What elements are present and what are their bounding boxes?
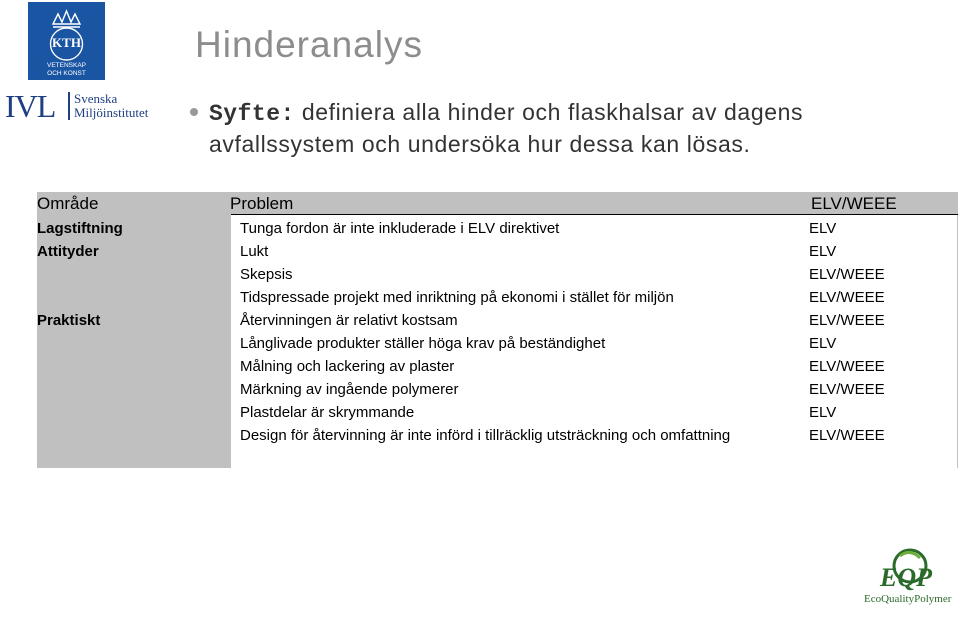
cell-area: Attityder <box>37 243 99 260</box>
cell-category: ELV <box>809 404 837 421</box>
table-row <box>37 424 958 447</box>
table-row <box>37 401 958 424</box>
cell-category: ELV/WEEE <box>809 289 885 306</box>
ivl-line1: Svenska <box>74 91 118 106</box>
table-row <box>37 355 958 378</box>
cell-category: ELV/WEEE <box>809 427 885 444</box>
bullet-text <box>209 97 940 159</box>
cell-problem: Design för återvinning är inte införd i tillräcklig utsträckning och omfattning <box>240 427 731 444</box>
cell-problem: Tidspressade projekt med inriktning på ekonomi i stället för miljön <box>240 289 674 306</box>
eqp-mark-icon <box>860 546 956 594</box>
purpose-bullet <box>190 97 940 159</box>
table-row <box>37 332 958 355</box>
ivl-logo <box>5 88 155 124</box>
cell-category: ELV <box>809 220 837 237</box>
ivl-line2: Miljöinstitutet <box>74 105 149 120</box>
bullet-body: definiera alla hinder och flaskhalsar av dagens avfallssystem och undersöka hur dessa kan lösas. <box>209 99 804 157</box>
eqp-logo <box>860 546 956 610</box>
cell-category: ELV/WEEE <box>809 358 885 375</box>
ivl-letters: IVL <box>5 88 56 124</box>
table-header <box>37 192 958 214</box>
cell-problem: Återvinningen är relativt kostsam <box>240 312 458 329</box>
ivl-divider <box>68 92 70 120</box>
cell-problem: Plastdelar är skrymmande <box>240 404 415 421</box>
cell-area: Praktiskt <box>37 312 101 329</box>
table-row <box>37 309 958 332</box>
table-row <box>37 240 958 263</box>
kth-line3: OCH KONST <box>47 70 86 77</box>
header-area: Område <box>37 194 99 213</box>
cell-category: ELV/WEEE <box>809 381 885 398</box>
kth-line2: VETENSKAP <box>46 62 87 69</box>
cell-problem: Långlivade produkter ställer höga krav på beständighet <box>240 335 606 352</box>
eqp-name: EcoQualityPolymer <box>864 593 952 605</box>
cell-category: ELV/WEEE <box>809 312 885 329</box>
cell-problem: Tunga fordon är inte inkluderade i ELV direktivet <box>240 220 560 237</box>
header-problem: Problem <box>230 194 294 213</box>
table-row <box>37 217 958 240</box>
bullet-dot-icon <box>190 108 198 116</box>
header-category: ELV/WEEE <box>811 194 897 213</box>
cell-problem: Skepsis <box>240 266 293 283</box>
header-divider <box>231 214 958 215</box>
cell-problem: Märkning av ingående polymerer <box>240 381 459 398</box>
cell-category: ELV <box>809 243 837 260</box>
cell-category: ELV <box>809 335 837 352</box>
cell-problem: Lukt <box>240 243 269 260</box>
table-row <box>37 378 958 401</box>
cell-area: Lagstiftning <box>37 220 123 237</box>
table-row <box>37 286 958 309</box>
page-title: Hinderanalys <box>195 24 423 65</box>
table-row <box>37 263 958 286</box>
bullet-label: Syfte: <box>209 101 295 127</box>
eqp-mark-text: EQP <box>880 563 932 592</box>
kth-logo <box>28 2 105 80</box>
cell-category: ELV/WEEE <box>809 266 885 283</box>
obstacle-table <box>37 192 958 468</box>
kth-text: KTH <box>52 35 81 50</box>
kth-crown-icon <box>28 2 105 80</box>
cell-problem: Målning och lackering av plaster <box>240 358 455 375</box>
